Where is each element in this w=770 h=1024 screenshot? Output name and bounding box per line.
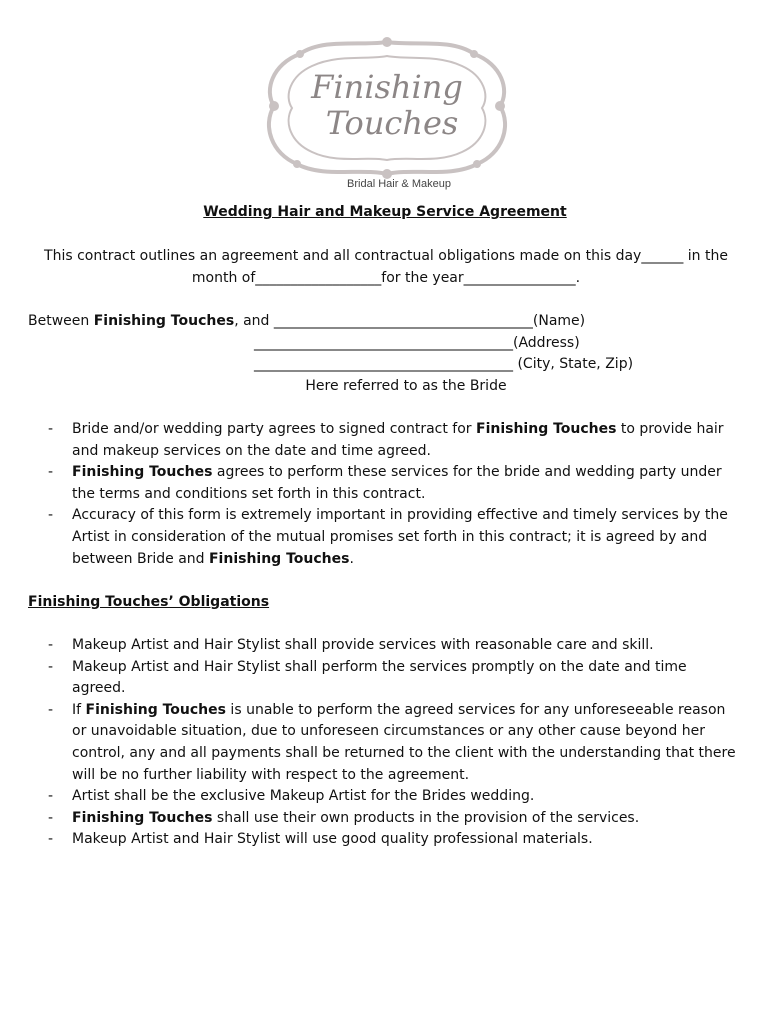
parties-block: Between Finishing Touches, and _____________________________________(Name) _____________________________________(Address) _____________________________________ (City, State, Zip) Here referred to as the Bride — [28, 311, 744, 397]
city-label: (City, State, Zip) — [513, 356, 634, 373]
obligations-heading: Finishing Touches’ Obligations — [28, 594, 270, 610]
list-item: - Bride and/or wedding party agrees to signed contract for Finishing Touches to provide hair and makeup services on the date and time agreed. — [48, 421, 724, 459]
obligations-list — [28, 635, 744, 851]
list-item: - Accuracy of this form is extremely important in providing effective and timely services by the Artist in consideration of the mutual promises set forth in this contract; it is agreed by and between Bride and Finishing Touches. — [48, 507, 728, 567]
terms-list — [28, 419, 744, 570]
bride-note: Here referred to as the Bride — [305, 377, 507, 394]
list-item: - Makeup Artist and Hair Stylist will use good quality professional materials. — [48, 831, 593, 848]
month-blank[interactable]: __________________ — [255, 269, 382, 286]
name-label: (Name) — [532, 313, 586, 329]
ornate-frame-icon — [262, 36, 512, 191]
logo-line2: Touches — [325, 104, 459, 142]
year-blank[interactable]: ________________ — [463, 269, 576, 286]
address-label: (Address) — [513, 334, 580, 351]
intro-paragraph: This contract outlines an agreement and all contractual obligations made on this day______ in the month of__________________for the year________________. — [44, 248, 728, 286]
list-item: - If Finishing Touches is unable to perform the agreed services for any unforeseeable reason or unavoidable situation, due to unforeseen circumstances or any other cause beyond her control, any and all payments shall be returned to the client with the understanding that there will be no further liability with respect to the agreement. — [48, 701, 736, 783]
document-title: Wedding Hair and Makeup Service Agreement — [203, 204, 567, 220]
address-blank[interactable]: _____________________________________ — [254, 334, 513, 351]
brand-name: Finishing Touches — [93, 313, 235, 329]
logo-line1: Finishing — [311, 68, 463, 106]
list-item: - Finishing Touches agrees to perform these services for the bride and wedding party under the terms and conditions set forth in this contract. — [48, 464, 722, 502]
list-item: - Makeup Artist and Hair Stylist shall provide services with reasonable care and skill. — [48, 637, 654, 653]
brand-logo — [262, 36, 512, 191]
city-blank[interactable]: _____________________________________ — [254, 356, 513, 373]
logo-tagline: Bridal Hair & Makeup — [347, 178, 451, 190]
list-item: - Makeup Artist and Hair Stylist shall perform the services promptly on the date and time agreed. — [48, 658, 687, 697]
list-item: - Artist shall be the exclusive Makeup Artist for the Brides wedding. — [48, 788, 535, 805]
day-blank[interactable]: ______ — [641, 248, 684, 264]
list-item: - Finishing Touches shall use their own products in the provision of the services. — [48, 809, 640, 826]
name-blank[interactable]: _____________________________________ — [273, 313, 533, 329]
